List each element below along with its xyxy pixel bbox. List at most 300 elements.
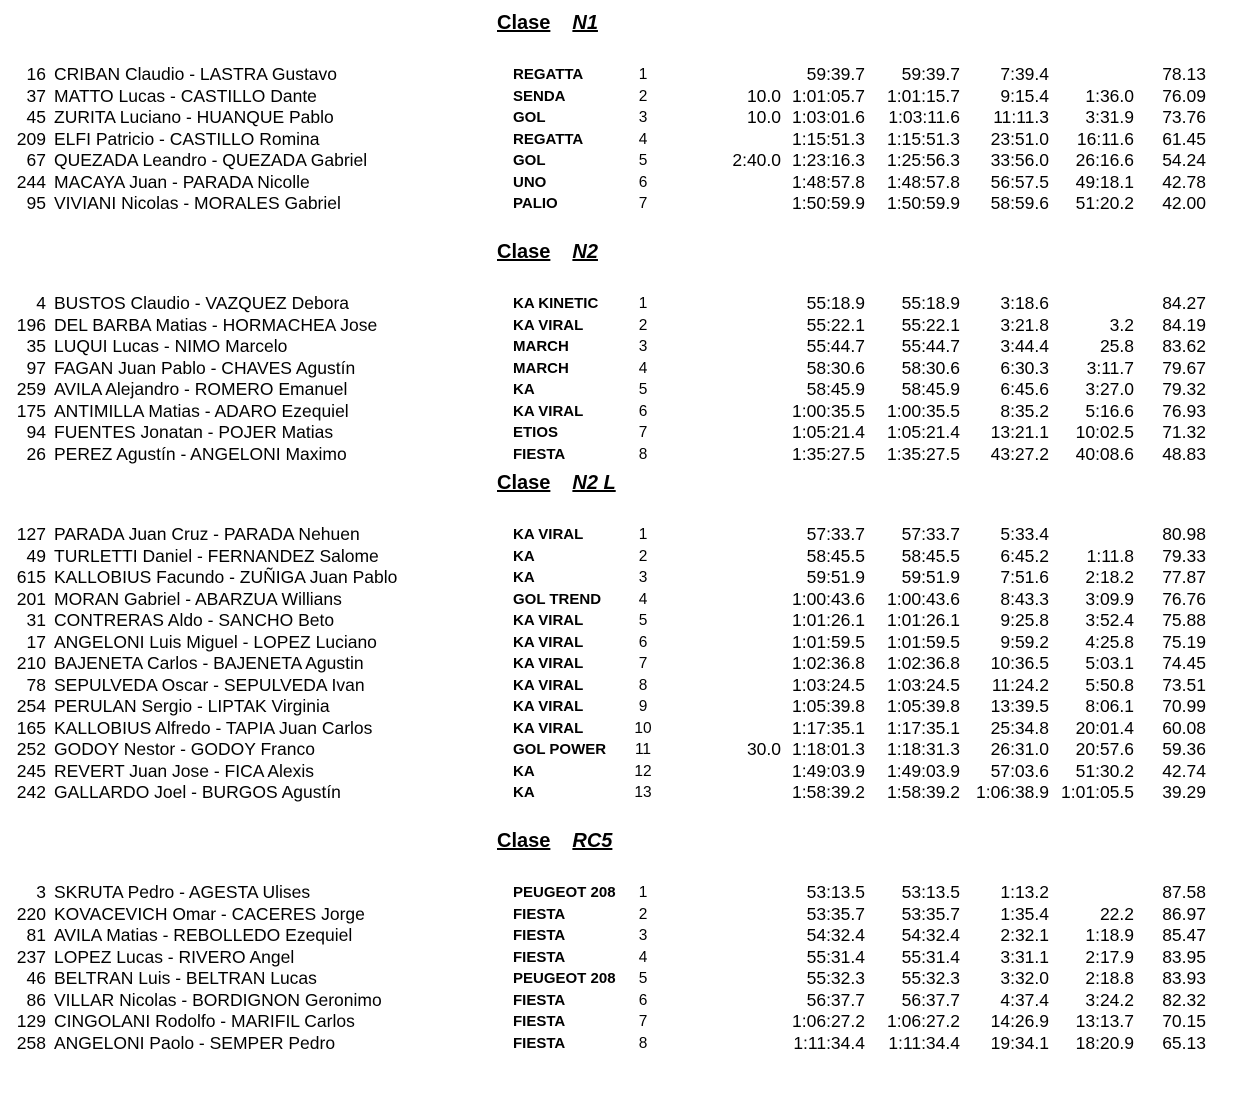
average-speed: 61.45: [1162, 128, 1206, 149]
car-model: KA VIRAL: [513, 526, 584, 543]
total-time: 55:22.1: [901, 314, 960, 335]
entry-number: 94: [26, 422, 46, 442]
result-row: [0, 315, 1233, 337]
gap-to-previous: 18:20.9: [1075, 1032, 1134, 1053]
entry-number: 196: [16, 314, 46, 335]
gap-to-reference: 9:59.2: [1000, 631, 1049, 652]
gap-to-reference: 9:25.8: [1000, 610, 1049, 630]
crew-names: FAGAN Juan Pablo - CHAVES Agustín: [54, 357, 356, 378]
stage-time: 55:18.9: [806, 293, 865, 313]
stage-time: 1:05:21.4: [792, 422, 865, 442]
gap-to-reference: 58:59.6: [990, 193, 1049, 213]
gap-to-previous: 1:36.0: [1085, 85, 1134, 106]
average-speed: 83.95: [1162, 946, 1206, 967]
gap-to-previous: 3:11.7: [1086, 357, 1134, 378]
result-row: [0, 632, 1233, 654]
gap-to-previous: 20:57.6: [1075, 739, 1134, 759]
crew-names: LUQUI Lucas - NIMO Marcelo: [54, 336, 288, 356]
average-speed: 86.97: [1162, 903, 1206, 924]
average-speed: 76.76: [1162, 588, 1206, 609]
gap-to-previous: 16:11.6: [1076, 128, 1134, 149]
average-speed: 76.09: [1162, 85, 1206, 106]
class-position: 13: [634, 784, 652, 801]
crew-names: CINGOLANI Rodolfo - MARIFIL Carlos: [54, 1011, 355, 1031]
average-speed: 84.19: [1162, 314, 1206, 335]
class-heading-word: Clase: [497, 12, 551, 34]
result-row: [0, 524, 1233, 546]
class-position: 7: [638, 195, 648, 212]
class-position: 8: [638, 1034, 648, 1052]
stage-time: 1:01:26.1: [792, 610, 865, 630]
total-time: 1:25:56.3: [887, 150, 960, 170]
gap-to-previous: 10:02.5: [1075, 422, 1134, 442]
result-row: [0, 990, 1233, 1012]
crew-names: LOPEZ Lucas - RIVERO Angel: [54, 946, 295, 967]
penalty-time: 2:40.0: [732, 150, 781, 170]
stage-time: 1:03:01.6: [792, 107, 865, 127]
entry-number: 3: [36, 882, 46, 902]
car-model: KA VIRAL: [513, 698, 584, 715]
crew-names: ELFI Patricio - CASTILLO Romina: [54, 128, 320, 149]
average-speed: 48.83: [1162, 443, 1206, 464]
class-heading: [497, 830, 612, 856]
result-row: [0, 293, 1233, 315]
result-row: [0, 172, 1233, 194]
crew-names: CRIBAN Claudio - LASTRA Gustavo: [54, 64, 338, 84]
total-time: 1:05:21.4: [887, 422, 960, 442]
entry-number: 31: [26, 610, 46, 630]
gap-to-previous: 8:06.1: [1085, 696, 1134, 716]
gap-to-previous: 3.2: [1109, 314, 1134, 335]
entry-number: 245: [16, 760, 46, 781]
total-time: 1:50:59.9: [887, 193, 960, 213]
total-time: 55:32.3: [901, 968, 960, 988]
total-time: 1:17:35.1: [887, 717, 960, 738]
car-model: KA: [513, 784, 535, 801]
gap-to-previous: 5:50.8: [1085, 674, 1134, 695]
car-model: PEUGEOT 208: [513, 884, 616, 901]
average-speed: 83.62: [1162, 336, 1206, 356]
car-model: FIESTA: [513, 1013, 566, 1030]
gap-to-previous: 2:18.8: [1085, 968, 1134, 988]
gap-to-previous: 3:31.9: [1085, 107, 1134, 127]
gap-to-reference: 23:51.0: [990, 128, 1049, 149]
entry-number: 95: [26, 193, 46, 213]
total-time: 1:35:27.5: [887, 443, 960, 464]
total-time: 1:18:31.3: [887, 739, 960, 759]
result-row: [0, 64, 1233, 86]
stage-time: 53:13.5: [806, 882, 865, 902]
total-time: 1:11:34.4: [888, 1032, 960, 1053]
entry-number: 252: [16, 739, 46, 759]
crew-names: FUENTES Jonatan - POJER Matias: [54, 422, 334, 442]
crew-names: SKRUTA Pedro - AGESTA Ulises: [54, 882, 311, 902]
gap-to-previous: 49:18.1: [1075, 171, 1134, 192]
total-time: 1:48:57.8: [887, 171, 960, 192]
result-row: [0, 782, 1233, 804]
gap-to-reference: 6:45.2: [1000, 545, 1049, 566]
gap-to-reference: 43:27.2: [990, 443, 1049, 464]
crew-names: GALLARDO Joel - BURGOS Agustín: [54, 782, 341, 802]
car-model: PEUGEOT 208: [513, 970, 616, 987]
entry-number: 209: [16, 128, 46, 149]
average-speed: 39.29: [1162, 782, 1206, 802]
gap-to-reference: 8:35.2: [1000, 400, 1049, 421]
average-speed: 65.13: [1162, 1032, 1206, 1053]
car-model: SENDA: [513, 87, 566, 105]
entry-number: 4: [36, 293, 46, 313]
car-model: KA VIRAL: [513, 612, 584, 629]
stage-time: 1:00:35.5: [792, 400, 865, 421]
result-row: [0, 358, 1233, 380]
car-model: ETIOS: [513, 424, 559, 441]
stage-time: 1:58:39.2: [792, 782, 865, 802]
class-position: 11: [634, 741, 652, 758]
class-position: 4: [638, 948, 648, 966]
total-time: 1:15:51.3: [887, 128, 960, 149]
gap-to-reference: 14:26.9: [990, 1011, 1049, 1031]
car-model: KA: [513, 547, 535, 565]
entry-number: 254: [16, 696, 46, 716]
class-code: N1: [572, 12, 598, 34]
class-code: N2: [572, 241, 598, 263]
class-position: 5: [638, 381, 648, 398]
gap-to-reference: 1:35.4: [1000, 903, 1049, 924]
stage-time: 59:39.7: [806, 64, 865, 84]
stage-time: 1:49:03.9: [792, 760, 865, 781]
class-heading: [497, 12, 598, 38]
average-speed: 84.27: [1162, 293, 1206, 313]
gap-to-reference: 13:39.5: [990, 696, 1049, 716]
entry-number: 127: [16, 524, 46, 544]
total-time: 53:13.5: [901, 882, 960, 902]
stage-time: 1:01:05.7: [792, 85, 865, 106]
average-speed: 71.32: [1162, 422, 1206, 442]
stage-time: 1:06:27.2: [792, 1011, 865, 1031]
total-time: 58:45.5: [901, 545, 960, 566]
total-time: 1:06:27.2: [887, 1011, 960, 1031]
result-row: [0, 968, 1233, 990]
result-row: [0, 718, 1233, 740]
total-time: 59:39.7: [901, 64, 960, 84]
car-model: REGATTA: [513, 66, 584, 83]
result-row: [0, 86, 1233, 108]
gap-to-reference: 3:32.0: [1000, 968, 1049, 988]
stage-time: 55:31.4: [806, 946, 865, 967]
entry-number: 17: [26, 631, 46, 652]
car-model: KA VIRAL: [513, 633, 584, 651]
stage-time: 53:35.7: [806, 903, 865, 924]
car-model: GOL POWER: [513, 741, 607, 758]
gap-to-reference: 11:24.2: [991, 674, 1049, 695]
car-model: KA VIRAL: [513, 719, 584, 737]
class-position: 4: [638, 590, 648, 608]
result-row: [0, 882, 1233, 904]
average-speed: 59.36: [1162, 739, 1206, 759]
stage-time: 1:01:59.5: [792, 631, 865, 652]
class-position: 1: [638, 884, 648, 901]
result-row: [0, 761, 1233, 783]
result-row: [0, 739, 1233, 761]
average-speed: 82.32: [1162, 989, 1206, 1010]
car-model: KA VIRAL: [513, 316, 584, 334]
entry-number: 129: [16, 1011, 46, 1031]
class-position: 3: [638, 569, 648, 586]
crew-names: AVILA Matias - REBOLLEDO Ezequiel: [54, 925, 353, 945]
class-position: 12: [634, 762, 652, 780]
crew-names: SEPULVEDA Oscar - SEPULVEDA Ivan: [54, 674, 365, 695]
car-model: MARCH: [513, 359, 569, 377]
average-speed: 60.08: [1162, 717, 1206, 738]
gap-to-previous: 2:18.2: [1085, 567, 1134, 587]
average-speed: 77.87: [1162, 567, 1206, 587]
average-speed: 85.47: [1162, 925, 1206, 945]
gap-to-reference: 6:30.3: [1000, 357, 1049, 378]
crew-names: PEREZ Agustín - ANGELONI Maximo: [54, 443, 347, 464]
result-row: [0, 129, 1233, 151]
gap-to-previous: 3:09.9: [1085, 588, 1134, 609]
class-position: 2: [638, 547, 648, 565]
car-model: FIESTA: [513, 445, 566, 463]
crew-names: KOVACEVICH Omar - CACERES Jorge: [54, 903, 365, 924]
gap-to-reference: 1:06:38.9: [976, 782, 1049, 802]
total-time: 59:51.9: [901, 567, 960, 587]
class-position: 7: [638, 655, 648, 672]
stage-time: 1:23:16.3: [792, 150, 865, 170]
entry-number: 37: [26, 85, 46, 106]
gap-to-previous: 1:18.9: [1085, 925, 1134, 945]
average-speed: 42.00: [1162, 193, 1206, 213]
entry-number: 165: [16, 717, 46, 738]
entry-number: 97: [26, 357, 46, 378]
class-position: 8: [638, 676, 648, 694]
total-time: 1:58:39.2: [887, 782, 960, 802]
gap-to-reference: 57:03.6: [990, 760, 1049, 781]
total-time: 54:32.4: [901, 925, 960, 945]
entry-number: 244: [16, 171, 46, 192]
class-heading-word: Clase: [497, 241, 551, 263]
car-model: GOL: [513, 152, 546, 169]
result-row: [0, 947, 1233, 969]
class-position: 2: [638, 316, 648, 334]
average-speed: 83.93: [1162, 968, 1206, 988]
class-position: 1: [638, 66, 648, 83]
class-position: 6: [638, 402, 648, 420]
crew-names: MATTO Lucas - CASTILLO Dante: [54, 85, 317, 106]
result-row: [0, 107, 1233, 129]
gap-to-reference: 6:45.6: [1000, 379, 1049, 399]
car-model: FIESTA: [513, 948, 566, 966]
gap-to-reference: 3:21.8: [1000, 314, 1049, 335]
crew-names: VIVIANI Nicolas - MORALES Gabriel: [54, 193, 341, 213]
total-time: 1:03:24.5: [887, 674, 960, 695]
result-row: [0, 1011, 1233, 1033]
average-speed: 54.24: [1162, 150, 1206, 170]
result-row: [0, 546, 1233, 568]
result-row: [0, 653, 1233, 675]
gap-to-reference: 33:56.0: [990, 150, 1049, 170]
crew-names: PARADA Juan Cruz - PARADA Nehuen: [54, 524, 360, 544]
result-row: [0, 696, 1233, 718]
result-row: [0, 193, 1233, 215]
stage-time: 1:11:34.4: [793, 1032, 865, 1053]
result-row: [0, 444, 1233, 466]
class-position: 3: [638, 109, 648, 126]
result-row: [0, 589, 1233, 611]
total-time: 1:02:36.8: [887, 653, 960, 673]
result-row: [0, 379, 1233, 401]
average-speed: 87.58: [1162, 882, 1206, 902]
crew-names: PERULAN Sergio - LIPTAK Virginia: [54, 696, 330, 716]
result-row: [0, 925, 1233, 947]
car-model: KA: [513, 381, 535, 398]
class-code: N2 L: [572, 472, 616, 494]
stage-time: 1:15:51.3: [792, 128, 865, 149]
stage-time: 1:17:35.1: [792, 717, 865, 738]
stage-time: 58:45.5: [806, 545, 865, 566]
gap-to-previous: 13:13.7: [1075, 1011, 1134, 1031]
total-time: 1:49:03.9: [887, 760, 960, 781]
average-speed: 79.32: [1162, 379, 1206, 399]
result-row: [0, 610, 1233, 632]
gap-to-previous: 1:01:05.5: [1061, 782, 1134, 802]
entry-number: 210: [16, 653, 46, 673]
penalty-time: 10.0: [746, 85, 781, 106]
car-model: PALIO: [513, 195, 558, 212]
class-position: 3: [638, 927, 648, 944]
total-time: 1:01:15.7: [887, 85, 960, 106]
entry-number: 35: [26, 336, 46, 356]
crew-names: GODOY Nestor - GODOY Franco: [54, 739, 315, 759]
gap-to-previous: 2:17.9: [1085, 946, 1134, 967]
crew-names: ANTIMILLA Matias - ADARO Ezequiel: [54, 400, 349, 421]
gap-to-previous: 20:01.4: [1075, 717, 1134, 738]
average-speed: 74.45: [1162, 653, 1206, 673]
class-heading-word: Clase: [497, 830, 551, 852]
entry-number: 46: [26, 968, 46, 988]
entry-number: 175: [16, 400, 46, 421]
stage-time: 59:51.9: [806, 567, 865, 587]
crew-names: VILLAR Nicolas - BORDIGNON Geronimo: [54, 989, 382, 1010]
average-speed: 78.13: [1162, 64, 1206, 84]
entry-number: 242: [16, 782, 46, 802]
penalty-time: 10.0: [746, 107, 781, 127]
car-model: KA VIRAL: [513, 655, 584, 672]
class-position: 2: [638, 87, 648, 105]
entry-number: 78: [26, 674, 46, 695]
gap-to-reference: 8:43.3: [1000, 588, 1049, 609]
crew-names: BAJENETA Carlos - BAJENETA Agustin: [54, 653, 364, 673]
entry-number: 16: [26, 64, 46, 84]
total-time: 1:00:43.6: [887, 588, 960, 609]
car-model: FIESTA: [513, 1034, 566, 1052]
average-speed: 79.67: [1162, 357, 1206, 378]
stage-time: 1:03:24.5: [792, 674, 865, 695]
class-position: 4: [638, 130, 648, 148]
class-heading: [497, 472, 616, 498]
gap-to-reference: 9:15.4: [1000, 85, 1049, 106]
crew-names: CONTRERAS Aldo - SANCHO Beto: [54, 610, 335, 630]
gap-to-previous: 25.8: [1099, 336, 1134, 356]
result-row: [0, 150, 1233, 172]
entry-number: 201: [16, 588, 46, 609]
total-time: 55:31.4: [901, 946, 960, 967]
class-position: 5: [638, 612, 648, 629]
car-model: UNO: [513, 173, 547, 191]
stage-time: 55:22.1: [806, 314, 865, 335]
average-speed: 76.93: [1162, 400, 1206, 421]
average-speed: 80.98: [1162, 524, 1206, 544]
car-model: KA VIRAL: [513, 676, 584, 694]
stage-time: 1:02:36.8: [792, 653, 865, 673]
stage-time: 54:32.4: [806, 925, 865, 945]
gap-to-previous: 26:16.6: [1075, 150, 1134, 170]
total-time: 58:30.6: [901, 357, 960, 378]
stage-time: 58:45.9: [806, 379, 865, 399]
average-speed: 73.51: [1162, 674, 1206, 695]
class-position: 7: [638, 1013, 648, 1030]
class-position: 10: [634, 719, 652, 737]
entry-number: 81: [26, 925, 46, 945]
car-model: KA KINETIC: [513, 295, 599, 312]
stage-time: 58:30.6: [806, 357, 865, 378]
gap-to-reference: 7:39.4: [1000, 64, 1049, 84]
average-speed: 70.99: [1162, 696, 1206, 716]
total-time: 1:03:11.6: [888, 107, 960, 127]
result-row: [0, 401, 1233, 423]
gap-to-reference: 3:44.4: [1000, 336, 1049, 356]
average-speed: 42.74: [1162, 760, 1206, 781]
crew-names: DEL BARBA Matias - HORMACHEA Jose: [54, 314, 378, 335]
total-time: 56:37.7: [901, 989, 960, 1010]
result-row: [0, 675, 1233, 697]
stage-time: 1:00:43.6: [792, 588, 865, 609]
entry-number: 67: [26, 150, 46, 170]
gap-to-previous: 3:52.4: [1085, 610, 1134, 630]
stage-time: 1:50:59.9: [792, 193, 865, 213]
gap-to-previous: 51:20.2: [1075, 193, 1134, 213]
total-time: 55:44.7: [901, 336, 960, 356]
class-position: 3: [638, 338, 648, 355]
gap-to-previous: 51:30.2: [1075, 760, 1134, 781]
class-heading-word: Clase: [497, 472, 551, 494]
car-model: GOL: [513, 109, 546, 126]
entry-number: 49: [26, 545, 46, 566]
gap-to-previous: 4:25.8: [1085, 631, 1134, 652]
crew-names: REVERT Juan Jose - FICA Alexis: [54, 760, 315, 781]
car-model: KA: [513, 569, 535, 586]
entry-number: 86: [26, 989, 46, 1010]
gap-to-reference: 5:33.4: [1000, 524, 1049, 544]
gap-to-reference: 56:57.5: [990, 171, 1049, 192]
gap-to-reference: 4:37.4: [1000, 989, 1049, 1010]
crew-names: BUSTOS Claudio - VAZQUEZ Debora: [54, 293, 350, 313]
result-row: [0, 1033, 1233, 1055]
gap-to-reference: 10:36.5: [990, 653, 1049, 673]
result-row: [0, 336, 1233, 358]
total-time: 53:35.7: [901, 903, 960, 924]
crew-names: MORAN Gabriel - ABARZUA Willians: [54, 588, 342, 609]
total-time: 1:05:39.8: [887, 696, 960, 716]
car-model: KA VIRAL: [513, 402, 584, 420]
gap-to-previous: 22.2: [1099, 903, 1134, 924]
total-time: 57:33.7: [901, 524, 960, 544]
average-speed: 70.15: [1162, 1011, 1206, 1031]
gap-to-previous: 5:03.1: [1085, 653, 1134, 673]
class-code: RC5: [572, 830, 613, 852]
crew-names: ANGELONI Paolo - SEMPER Pedro: [54, 1032, 336, 1053]
entry-number: 258: [16, 1032, 46, 1053]
